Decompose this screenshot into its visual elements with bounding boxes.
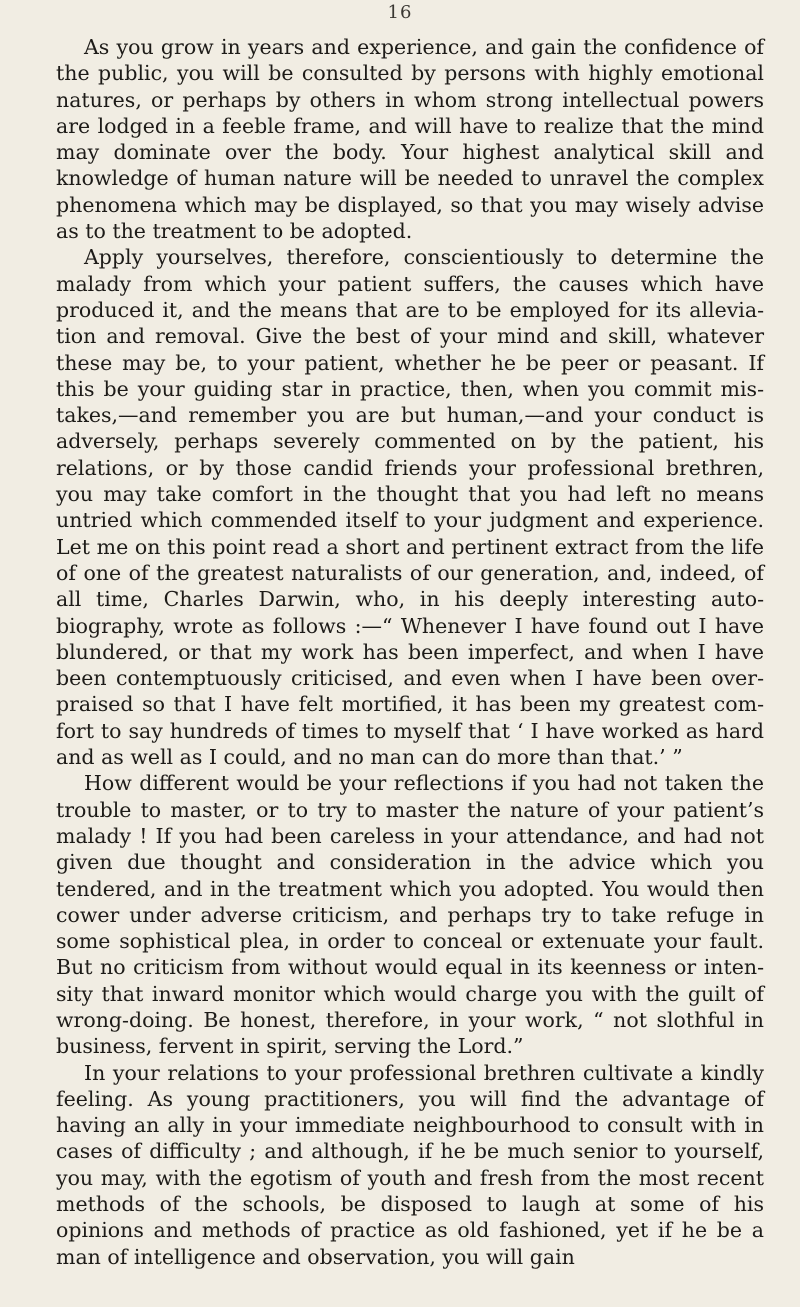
body-text xyxy=(56,34,764,1270)
paragraph: Apply yourselves, therefore, conscientiously to determine the malady from which your patient suffers, the causes which have produced it, and the means that are to be employed for its alleviation and removal. Give the best of your mind and skill, whatever these may be, to your patient, whether he be peer or peasant. If this be your guiding star in practice, then, when you commit mistakes,—and remember you are but human,—and your conduct is adversely, perhaps severely commented on by the patient, his relations, or by those candid friends your professional brethren, you may take comfort in the thought that you had left no means untried which commended itself to your judgment and experience. Let me on this point read a short and pertinent extract from the life of one of the greatest naturalists of our generation, and, indeed, of all time, Charles Darwin, who, in his deeply interesting autobiography, wrote as follows :—“ Whenever I have found out I have blundered, or that my work has been imperfect, and when I have been contemptuously criticised, and even when I have been overpraised so that I have felt mortified, it has been my greatest comfort to say hundreds of times to myself that ‘ I have worked as hard and as well as I could, and no man can do more than that.’ ” xyxy=(56,245,764,770)
paragraph: In your relations to your professional brethren cultivate a kindly feeling. As young practitioners, you will find the advantage of having an ally in your immediate neighbourhood to consult with in cases of difficulty ; and although, if he be much senior to yourself, you may, with the egotism of youth and fresh from the most recent methods of the schools, be disposed to laugh at some of his opinions and methods of practice as old fashioned, yet if he be a man of intelligence and observation, you will gain xyxy=(56,1060,764,1269)
page-number: 16 xyxy=(387,2,413,23)
paragraph: As you grow in years and experience, and gain the confidence of the public, you will be consulted by persons with highly emotional natures, or perhaps by others in whom strong intellectual powers are lodged in a feeble frame, and will have to realize that the mind may dominate over the body. Your highest analytical skill and knowledge of human nature will be needed to unravel the complex phenomena which may be displayed, so that you may wisely advise as to the treatment to be adopted. xyxy=(56,35,764,244)
paragraph: How different would be your reflections if you had not taken the trouble to master, or to try to master the nature of your patient’s malady ! If you had been careless in your attendance, and had not given due thought and consideration in the advice which you tendered, and in the treatment which you adopted. You would then cower under adverse criticism, and perhaps try to take refuge in some sophistical plea, in order to conceal or extenuate your fault. But no criticism from without would equal in its keenness or intensity that inward monitor which would charge you with the guilt of wrong-doing. Be honest, therefore, in your work, “ not slothful in business, fervent in spirit, serving the Lord.” xyxy=(56,771,764,1059)
